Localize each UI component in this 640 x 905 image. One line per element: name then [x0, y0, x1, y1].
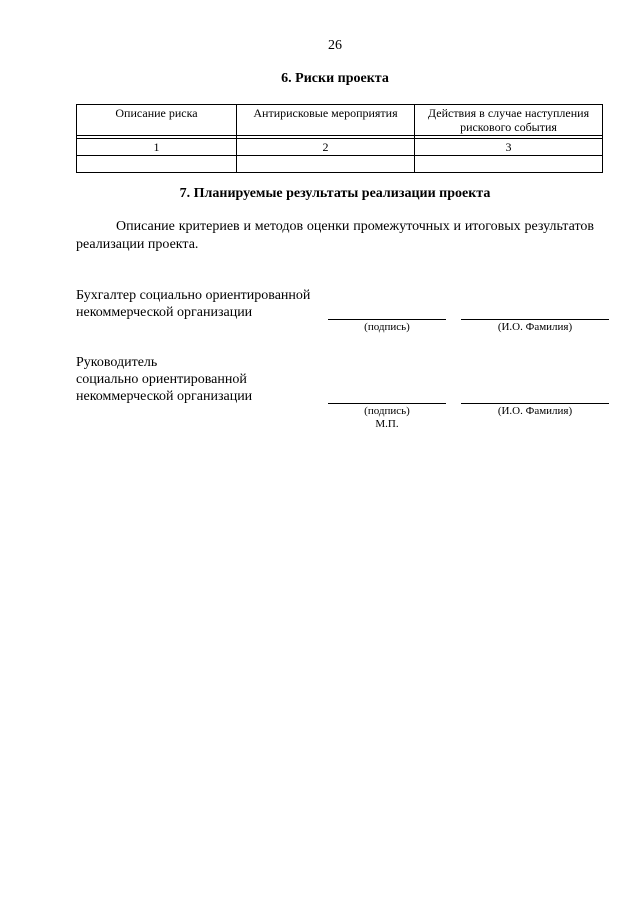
- signature-caption: (подпись): [364, 405, 410, 417]
- table-header-cell: Действия в случае наступления рискового события: [415, 105, 603, 136]
- stamp-mark: М.П.: [375, 418, 399, 430]
- section-7-paragraph: Описание критериев и методов оценки промежуточных и итоговых результатов реализации проекта.: [76, 219, 594, 252]
- table-cell: [237, 156, 415, 173]
- head-label-line: социально ориентированной: [76, 372, 247, 387]
- table-cell: [415, 156, 603, 173]
- accountant-label-line: Бухгалтер социально ориентированной: [76, 288, 311, 303]
- table-number-row: [77, 139, 603, 156]
- accountant-label-line: некоммерческой организации: [76, 305, 253, 320]
- table-header-row: [77, 105, 603, 136]
- table-cell: 2: [237, 139, 415, 156]
- risks-table: [76, 104, 603, 173]
- head-label-line: Руководитель: [76, 355, 158, 370]
- table-cell: 1: [77, 139, 237, 156]
- head-label: [76, 354, 252, 405]
- table-cell: 3: [415, 139, 603, 156]
- section-7-title: 7. Планируемые результаты реализации проекта: [179, 186, 491, 201]
- signature-caption: (подпись): [364, 321, 410, 333]
- accountant-signature-line: [328, 319, 446, 320]
- head-name-line: [461, 403, 609, 404]
- page-number: 26: [328, 38, 342, 53]
- section-6-title: 6. Риски проекта: [281, 71, 389, 86]
- table-cell: [77, 156, 237, 173]
- head-signature-line: [328, 403, 446, 404]
- table-header-cell: Антирисковые мероприятия: [237, 105, 415, 136]
- name-caption: (И.О. Фамилия): [497, 405, 573, 417]
- name-caption: (И.О. Фамилия): [497, 321, 573, 333]
- accountant-label: [76, 287, 310, 321]
- table-row: [77, 156, 603, 173]
- table-header-cell: Описание риска: [77, 105, 237, 136]
- head-label-line: некоммерческой организации: [76, 389, 253, 404]
- accountant-name-line: [461, 319, 609, 320]
